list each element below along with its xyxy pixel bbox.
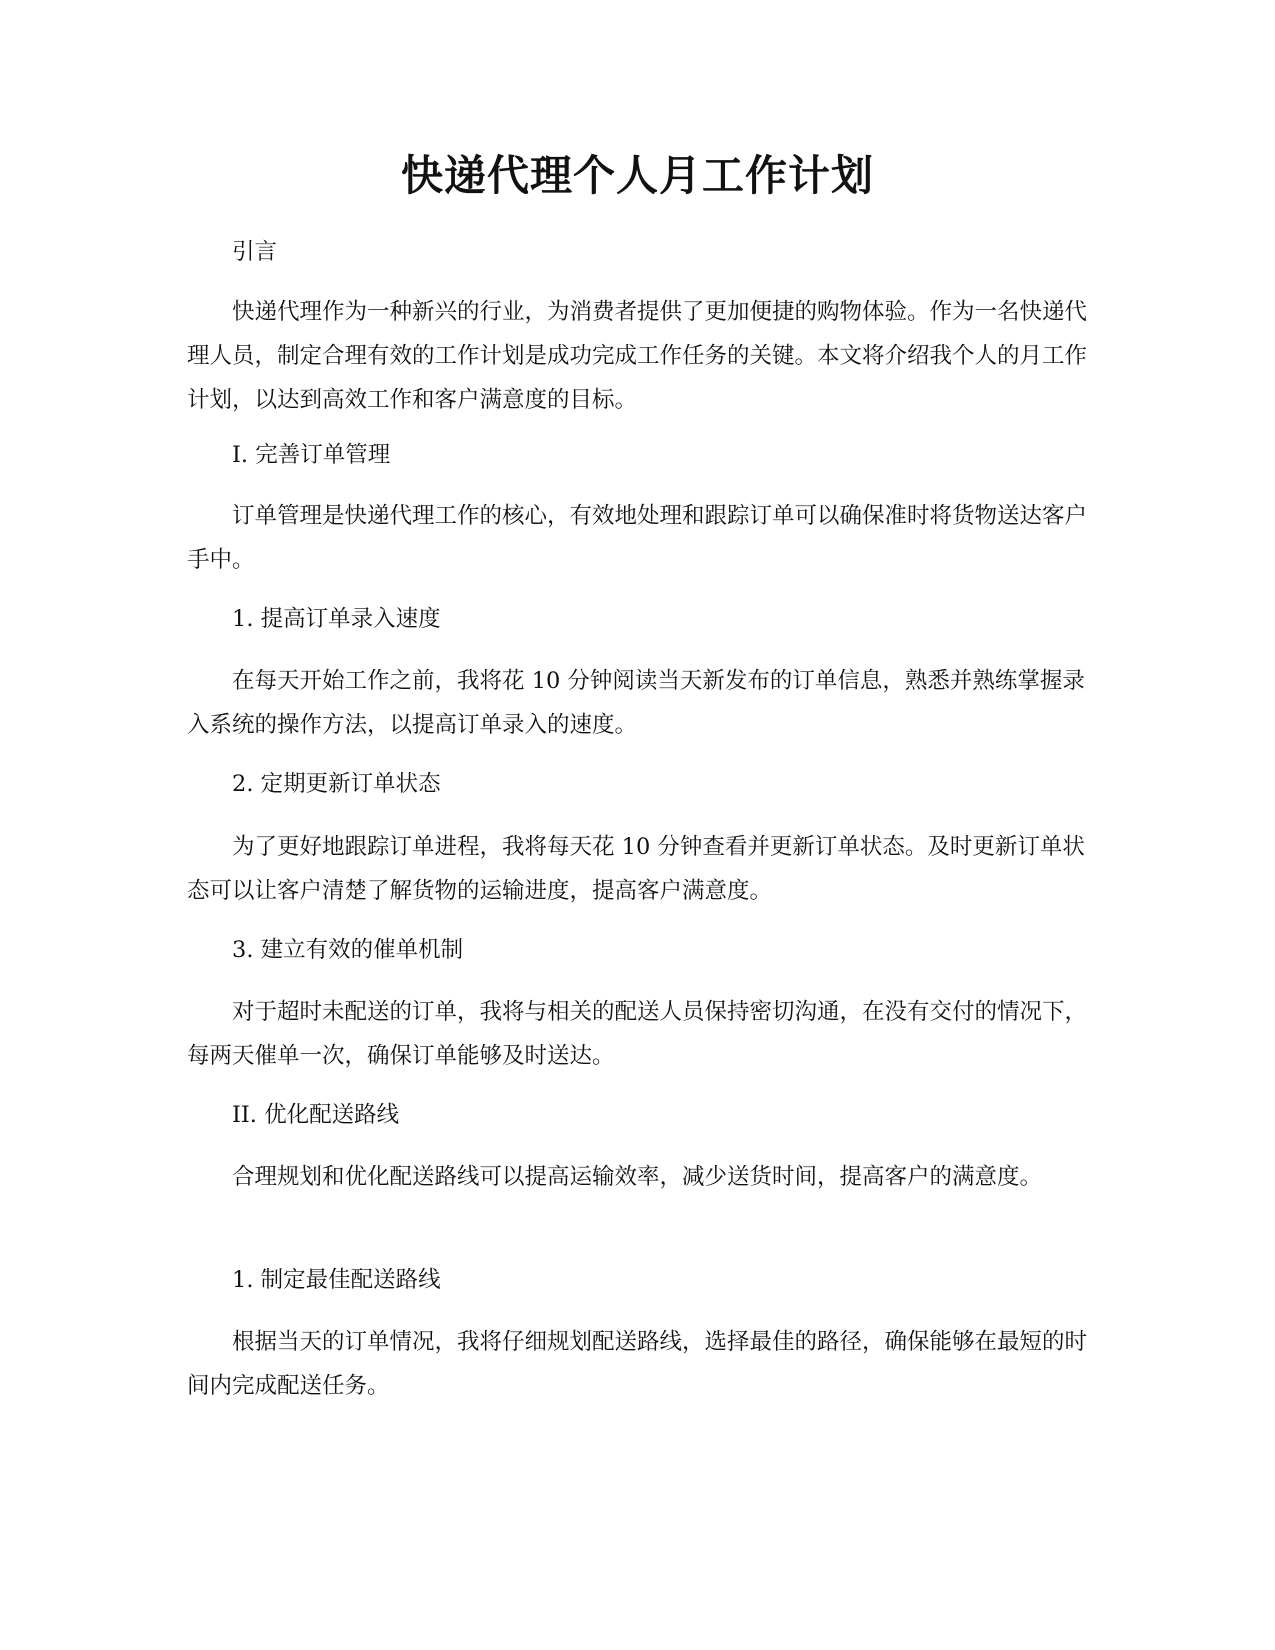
paragraph-intro: 快递代理作为一种新兴的行业，为消费者提供了更加便捷的购物体验。作为一名快递代理人员，制定合理有效的工作计划是成功完成工作任务的关键。本文将介绍我个人的月工作计划，以达到高效工作和客户满意度的目标。 [187, 299, 1088, 413]
subheading-entry-speed: 1. 提高订单录入速度 [232, 606, 441, 632]
section-heading-intro: 引言 [232, 239, 278, 265]
subheading-best-route: 1. 制定最佳配送路线 [232, 1267, 441, 1293]
paragraph-entry-speed: 在每天开始工作之前，我将花 10 分钟阅读当天新发布的订单信息，熟悉并熟练掌握录入系统的操作方法，以提高订单录入的速度。 [187, 668, 1085, 738]
subheading-reminder-mechanism: 3. 建立有效的催单机制 [232, 937, 464, 963]
paragraph-best-route: 根据当天的订单情况，我将仔细规划配送路线，选择最佳的路径，确保能够在最短的时间内完成配送任务。 [187, 1329, 1088, 1399]
paragraph-order-management: 订单管理是快递代理工作的核心，有效地处理和跟踪订单可以确保准时将货物送达客户手中。 [187, 503, 1088, 573]
subheading-update-status: 2. 定期更新订单状态 [232, 771, 441, 797]
paragraph-reminder-mechanism: 对于超时未配送的订单，我将与相关的配送人员保持密切沟通，在没有交付的情况下，每两天催单一次，确保订单能够及时送达。 [187, 999, 1088, 1069]
section-heading-delivery-routes: II. 优化配送路线 [232, 1102, 400, 1128]
section-heading-order-management: I. 完善订单管理 [232, 442, 391, 468]
paragraph-delivery-routes: 合理规划和优化配送路线可以提高运输效率，减少送货时间，提高客户的满意度。 [232, 1164, 1043, 1190]
document-title: 快递代理个人月工作计划 [400, 151, 874, 200]
paragraph-update-status: 为了更好地跟踪订单进程，我将每天花 10 分钟查看并更新订单状态。及时更新订单状态可以让客户清楚了解货物的运输进度，提高客户满意度。 [187, 834, 1085, 904]
